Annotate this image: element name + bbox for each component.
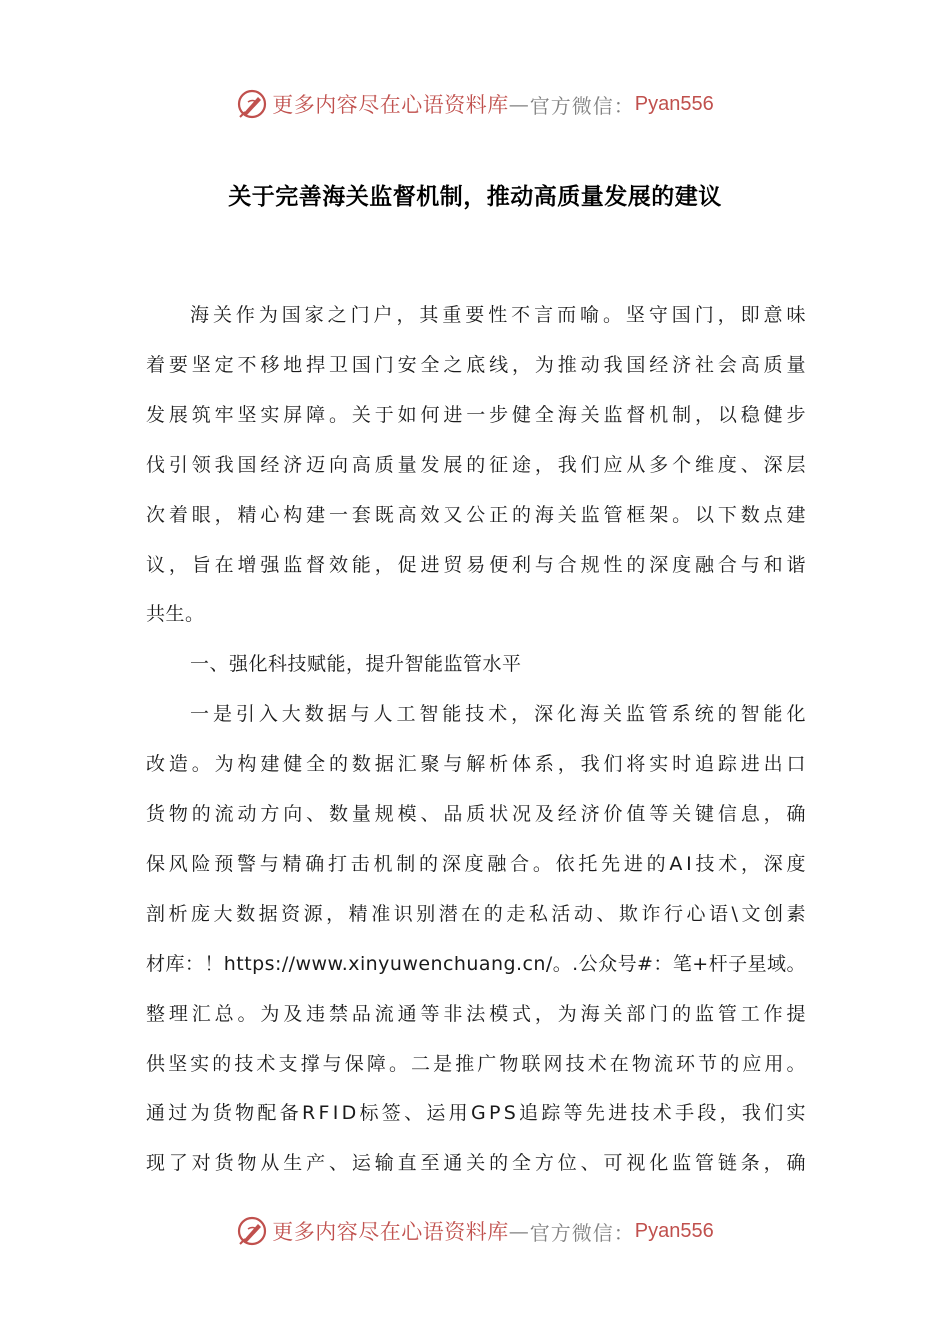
banner-wechat-id: Pyan556 — [634, 1219, 714, 1242]
body-text-line — [0, 500, 950, 530]
body-text-line — [0, 450, 950, 480]
body-text-line — [0, 699, 950, 729]
body-text: 整理汇总。为及违禁品流通等非法模式，为海关部门的监管工作提 — [146, 1002, 810, 1025]
body-text-line — [0, 400, 950, 430]
body-text-line — [0, 999, 950, 1029]
body-text-line — [0, 1148, 950, 1178]
body-text-line — [0, 749, 950, 779]
body-text: 货物的流动方向、数量规模、品质状况及经济价值等关键信息，确 — [146, 803, 810, 825]
body-text-line — [0, 350, 950, 380]
body-text-line — [0, 899, 950, 929]
banner-separator: — — [508, 92, 530, 116]
body-text-line — [0, 300, 950, 330]
body-text: 现了对货物从生产、运输直至通关的全方位、可视化监管链条，确 — [146, 1152, 810, 1175]
body-text: 一、强化科技赋能，提升智能监管水平 — [190, 653, 522, 676]
header-watermark-banner — [0, 84, 950, 124]
footer-watermark-banner — [0, 1211, 950, 1251]
body-text-line — [0, 799, 950, 829]
banner-text: 更多内容尽在心语资料库 — [272, 1220, 509, 1244]
body-text-line — [0, 649, 950, 679]
body-text: 次着眼，精心构建一套既高效又公正的海关监管框架。以下数点建 — [146, 503, 810, 526]
body-text: 一是引入大数据与人工智能技术，深化海关监管系统的智能化 — [190, 703, 810, 726]
pen-logo-icon — [236, 1215, 268, 1247]
banner-separator: — — [508, 1219, 530, 1243]
body-text: 共生。 — [146, 603, 205, 626]
banner-wechat-id: Pyan556 — [634, 92, 714, 115]
body-text: 海关作为国家之门户，其重要性不言而喻。坚守国门，即意味 — [190, 304, 810, 326]
banner-text: 更多内容尽在心语资料库 — [272, 93, 509, 117]
body-text-line — [0, 1098, 950, 1128]
body-text-line — [0, 550, 950, 580]
banner-subtitle: 官方微信： — [529, 1220, 635, 1245]
body-text: 剖析庞大数据资源，精准识别潜在的走私活动、欺诈行心语\文创素 — [146, 902, 810, 925]
body-text: 着要坚定不移地捍卫国门安全之底线，为推动我国经济社会高质量 — [146, 353, 810, 376]
pen-logo-icon — [236, 88, 268, 120]
body-text: 发展筑牢坚实屏障。关于如何进一步健全海关监督机制，以稳健步 — [146, 403, 810, 426]
body-text-line — [0, 599, 950, 629]
body-text: 保风险预警与精确打击机制的深度融合。依托先进的AI技术，深度 — [146, 852, 810, 875]
body-text-line — [0, 1049, 950, 1079]
banner-subtitle: 官方微信： — [529, 93, 635, 118]
body-text: 改造。为构建健全的数据汇聚与解析体系，我们将实时追踪进出口 — [146, 753, 810, 776]
body-text-line — [0, 849, 950, 879]
body-text: 通过为货物配备RFID标签、运用GPS追踪等先进技术手段，我们实 — [146, 1102, 809, 1125]
body-text-line — [0, 949, 950, 979]
body-text: 伐引领我国经济迈向高质量发展的征途，我们应从多个维度、深层 — [146, 453, 810, 476]
body-text: 材库：！https://www.xinyuwenchuang.cn/。.公众号#：笔+杆子星域。 — [146, 952, 806, 975]
document-title: 关于完善海关监督机制，推动高质量发展的建议 — [228, 184, 722, 210]
body-text: 议，旨在增强监督效能，促进贸易便利与合规性的深度融合与和谐 — [146, 553, 810, 576]
body-text: 供坚实的技术支撑与保障。二是推广物联网技术在物流环节的应用。 — [146, 1052, 809, 1075]
